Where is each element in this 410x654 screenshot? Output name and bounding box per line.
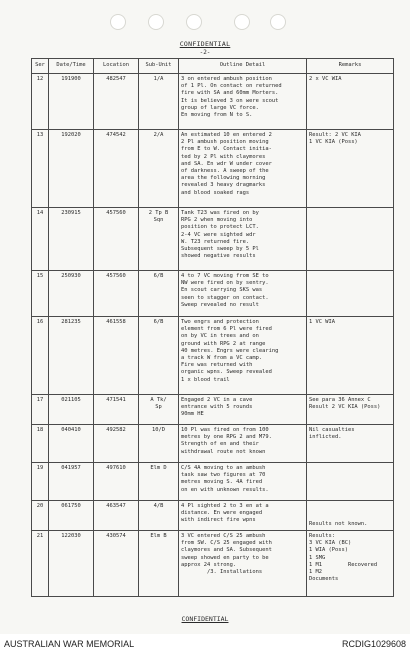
header-date-time: Date/Time	[49, 59, 94, 74]
cell-sub-unit: 6/B	[139, 317, 179, 395]
punch-hole	[148, 14, 164, 30]
cell-date-time: 281235	[49, 317, 94, 395]
table-row	[32, 425, 394, 463]
punch-hole	[234, 14, 250, 30]
cell-remarks	[307, 208, 394, 271]
cell-sub-unit: 4/B	[139, 501, 179, 531]
table-row	[32, 317, 394, 395]
table-row	[32, 74, 394, 130]
cell-sub-unit: Elm B	[139, 531, 179, 597]
cell-sub-unit: Elm D	[139, 463, 179, 501]
header-remarks: Remarks	[307, 59, 394, 74]
page-number: -2-	[199, 49, 211, 56]
cell-ser: 14	[32, 208, 49, 271]
cell-remarks: Results: 3 VC KIA (BC) 1 WIA (Poss) 1 SMG 1 M1 Recovered 1 M2 Documents	[307, 531, 394, 597]
cell-ser: 20	[32, 501, 49, 531]
cell-outline-detail: Tank T23 was fired on by RPG 2 when moving into position to protect LCT. 2-4 VC were sighted wdr W. T23 returned fire. Subsequent sweep by 5 Pl showed negative results	[179, 208, 307, 271]
cell-outline-detail: 4 to 7 VC moving from SE to NW were fired on by sentry. En scout carrying SKS was seen to stagger on contact. Sweep revealed no result	[179, 271, 307, 317]
cell-outline-detail: C/S 4A moving to an ambush task saw two figures at 70 metres moving S. 4A fired on en with unknown results.	[179, 463, 307, 501]
cell-ser: 13	[32, 130, 49, 208]
cell-remarks	[307, 271, 394, 317]
cell-location: 457560	[94, 208, 139, 271]
table-header-row	[32, 59, 394, 74]
cell-location: 492582	[94, 425, 139, 463]
cell-outline-detail: Engaged 2 VC in a cave entrance with 5 rounds 90mm HE	[179, 395, 307, 425]
cell-sub-unit: A Tk/ Sp	[139, 395, 179, 425]
table-row	[32, 395, 394, 425]
cell-sub-unit: 2 Tp B Sqn	[139, 208, 179, 271]
cell-ser: 18	[32, 425, 49, 463]
cell-date-time: 041957	[49, 463, 94, 501]
cell-date-time: 192020	[49, 130, 94, 208]
cell-location: 463547	[94, 501, 139, 531]
cell-date-time: 040410	[49, 425, 94, 463]
cell-ser: 21	[32, 531, 49, 597]
classification-header: CONFIDENTIAL	[179, 40, 231, 48]
classification-footer: CONFIDENTIAL	[181, 615, 229, 623]
cell-ser: 19	[32, 463, 49, 501]
header-ser: Ser	[32, 59, 49, 74]
cell-sub-unit: 6/B	[139, 271, 179, 317]
header-sub-unit: Sub-Unit	[139, 59, 179, 74]
cell-date-time: 250930	[49, 271, 94, 317]
punch-hole	[110, 14, 126, 30]
cell-location: 430574	[94, 531, 139, 597]
cell-outline-detail: 4 Pl sighted 2 to 3 en at a distance. En were engaged with indirect fire wpns	[179, 501, 307, 531]
punch-hole	[270, 14, 286, 30]
cell-location: 457560	[94, 271, 139, 317]
header-location: Location	[94, 59, 139, 74]
table-row	[32, 130, 394, 208]
table-row	[32, 271, 394, 317]
cell-date-time: 061750	[49, 501, 94, 531]
cell-remarks: See para 36 Annex C Result 2 VC KIA (Poss)	[307, 395, 394, 425]
cell-ser: 16	[32, 317, 49, 395]
cell-date-time: 122030	[49, 531, 94, 597]
incident-table	[31, 58, 394, 597]
archive-name: AUSTRALIAN WAR MEMORIAL	[4, 639, 135, 649]
cell-location: 482547	[94, 74, 139, 130]
header-outline-detail: Outline Detail	[179, 59, 307, 74]
cell-outline-detail: 3 VC entered C/S 25 ambush from SW. C/S 25 engaged with claymores and SA. Subsequent sweep showed en party to be approx 24 strong. /3. Installations	[179, 531, 307, 597]
cell-remarks: Result: 2 VC KIA 1 VC KIA (Poss)	[307, 130, 394, 208]
cell-sub-unit: 1/A	[139, 74, 179, 130]
table-row	[32, 463, 394, 501]
cell-remarks: Nil casualties inflicted.	[307, 425, 394, 463]
cell-location: 461558	[94, 317, 139, 395]
cell-ser: 17	[32, 395, 49, 425]
cell-outline-detail: 10 Pl was fired on from 100 metres by one RPG 2 and M79. Strength of en and their withdrawal route not known	[179, 425, 307, 463]
cell-ser: 12	[32, 74, 49, 130]
cell-date-time: 230915	[49, 208, 94, 271]
table-row	[32, 531, 394, 597]
cell-outline-detail: 3 on entered ambush position of 1 Pl. On contact on returned fire with SA and 60mm Morters. It is believed 3 on were scout group of large VC force. En moving from N to S.	[179, 74, 307, 130]
cell-remarks: 1 VC WIA	[307, 317, 394, 395]
table-row	[32, 208, 394, 271]
cell-outline-detail: An estimated 10 en entered 2 2 Pl ambush position moving from E to W. Contact initia- ted by 2 Pl with claymores and SA. En wdr W under cover of darkness. A sweep of the area the following morning revealed 3 heavy dragmarks and blood soaked rags	[179, 130, 307, 208]
cell-remarks: 2 x VC WIA	[307, 74, 394, 130]
cell-date-time: 191900	[49, 74, 94, 130]
punch-hole	[186, 14, 202, 30]
cell-location: 471541	[94, 395, 139, 425]
cell-date-time: 021105	[49, 395, 94, 425]
cell-sub-unit: 10/D	[139, 425, 179, 463]
record-id: RCDIG1029608	[341, 639, 406, 649]
cell-sub-unit: 2/A	[139, 130, 179, 208]
cell-location: 474542	[94, 130, 139, 208]
cell-ser: 15	[32, 271, 49, 317]
archive-caption-bar	[0, 634, 410, 654]
table-row	[32, 501, 394, 531]
cell-outline-detail: Two engrs and protection element from 6 Pl were fired on by VC in trees and on ground with RPG 2 at range 40 metres. Engrs were clearing a track W from a VC camp. Fire was returned with organic wpns. Sweep revealed 1 x blood trail	[179, 317, 307, 395]
cell-remarks: Results not known.	[307, 501, 394, 531]
cell-location: 497610	[94, 463, 139, 501]
cell-remarks	[307, 463, 394, 501]
